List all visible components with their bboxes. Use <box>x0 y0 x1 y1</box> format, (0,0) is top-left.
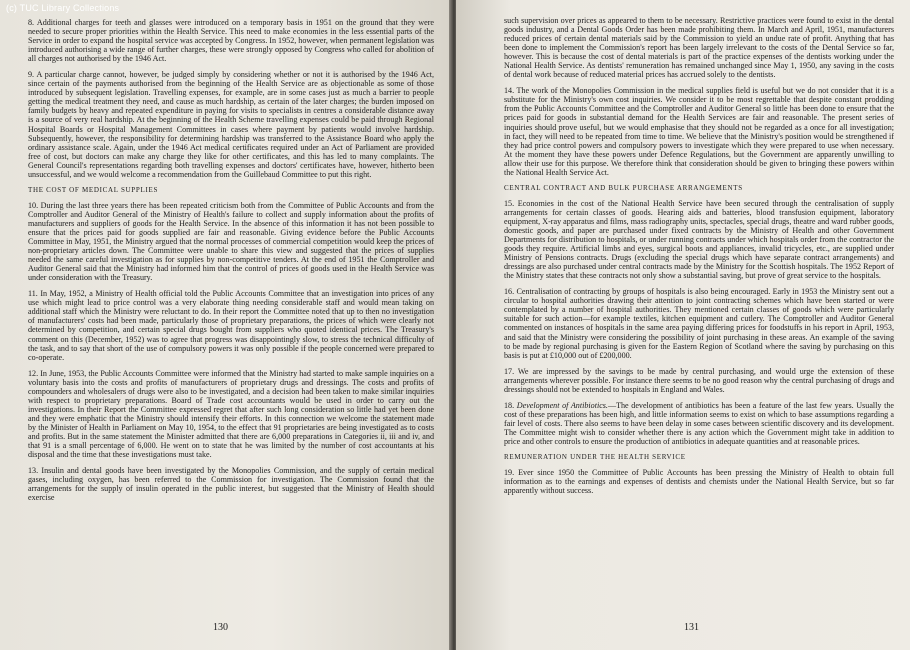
paragraph-16: 16. Centralisation of contracting by groups of hospitals is also being encouraged. Early in 1953 the Ministry sent out a circular to hospital authorities drawing their attention to joint contracting schemes which have been started or were contemplated by a number of hospital authorities. They mentioned certain classes of goods which were particularly suitable for such action—for example textiles, kitchen equipment and cutlery. The Comptroller and Auditor General commented on instances of hospitals in the same area paying differing prices for foodstuffs in his report in April, 1953, and said that the Ministry were considering the possibility of joint purchasing in these areas. An example of the saving to be made by regional purchasing is given for the Eastern Region of Scotland where the saving by purchasing on this basis is put at £10,000 out of £200,000. <box>504 287 894 360</box>
paragraph-18-body: —The development of antibiotics has been a feature of the last few years. Usually the cost of these preparations has been high, and little information seems to exist on which to base assumptions regarding a fair level of costs. There also seems to have been delay in some cases between scientific discovery and its development. The Committee might wish to consider whether there is any action which the Government might take in addition to price and other controls to ensure the production of antibiotics in adequate quantities and at reasonable prices. <box>504 400 894 446</box>
section-heading-remuneration: REMUNERATION UNDER THE HEALTH SERVICE <box>504 453 686 462</box>
paragraph-13-continued: such supervision over prices as appeared to them to be necessary. Restrictive practices were found to exist in the dental goods industry, and a Dental Goods Order has been made prohibiting them. In March and April, 1951, manufacturers reduced prices of certain dental materials said by the Commission to yield an undue rate of profit. Anything that has been done to implement the Commission's report has been largely irrelevant to the costs of the Dental Service so far, however. This is because the cost of dental materials is part of the practice expenses of the dentists working under the National Health Service. As dentists' remuneration has remained unchanged since May 1, 1950, any saving in the costs of dental work because of reduced material prices has accrued solely to the dentists. <box>504 16 894 80</box>
paragraph-12: 12. In June, 1953, the Public Accounts Committee were informed that the Ministry had started to make sample inquiries on a voluntary basis into the costs and profits of manufacturers of proprietary drugs and dressings. The costs and profits of compounders and wholesalers of drugs were also to be investigated, and a decision had been taken to make similar inquiries with respect to proprietary preparations. Board of Trade cost accountants would be used in order to carry out the investigations. In their Report the Committee expressed regret that after such long consideration so little had yet been done and they were emphatic that the Ministry should intensify their efforts. In this connection we welcome the statement made by the Minister of Health in Parliament on May 10, 1954, to the effect that 91 proprietaries are being investigated as to costs and profits. But in the same statement the Minister admitted that there are 6,000 preparations in Categories ii, iii and iv, and that 91 is a small percentage of 6,000. He went on to state that he was limited by the number of cost accountants at his disposal and the time that these investigations must take. <box>28 368 434 460</box>
collection-watermark: (c) TUC Library Collections <box>6 3 120 13</box>
paragraph-15: 15. Economies in the cost of the National Health Service have been secured through the centralisation of supply arrangements for certain classes of goods. Hearing aids and batteries, blood transfusion equipment, laboratory equipment, X-ray apparatus and films, mass radiography units, spectacles, special drugs, theatre and ward rubber goods, domestic goods, and paper are purchased under fixed contracts by the Ministry of Health and other Government Departments for distribution to hospitals, or under running contracts under which hospitals order from the contractor the goods they require. Artificial limbs and eyes, surgical boots and appliances, invalid tricycles, etc., are supplied under Ministry of Pensions contracts. Drugs (excluding the special drugs which have separate contract arrangements) and dressings are also purchased under central contracts made by the Ministry for the Scottish hospitals. The 1952 Report of the Ministry states that these contracts not only show a substantial saving, but prove of great service to the hospitals. <box>504 198 894 281</box>
left-page <box>0 0 452 650</box>
section-heading-cost-of-medical-supplies: THE COST OF MEDICAL SUPPLIES <box>28 185 159 194</box>
paragraph-18-title: Development of Antibiotics. <box>516 400 608 410</box>
paragraph-11: 11. In May, 1952, a Ministry of Health official told the Public Accounts Committee that an investigation into prices of any use which might lead to price control was a very elaborate thing needing considerable staff and would mean taking on additional staff which the Ministry were reluctant to do. In their report the Committee noted that up to then no investigation of manufacturers' costs had been made, particularly those of proprietary preparations, the prices of which were clearly not determined by competition, and certain special drugs bought from suppliers who quoted identical prices. The Treasury's comment on this (December, 1952) was to agree that progress was disappointingly slow, to stress the technical difficulty of the task, and to say that short of the use of compulsory powers it was only possible if the people concerned were prepared to co-operate. <box>28 289 434 362</box>
paragraph-14: 14. The work of the Monopolies Commission in the medical supplies field is useful but we do not consider that it is a substitute for the Ministry's own cost inquiries. We consider it to be most regrettable that despite constant prodding from the Public Accounts Committee and the Comptroller and Auditor General so little has been done to ensure that the prices paid for goods in substantial demand for the Health Services are fair and reasonable. The present series of inquiries should prove useful, but we would emphasise that they should not be regarded as a once for all investigation; in fact, they will need to be repeated from time to time. We believe that the Ministry's position would be strengthened if they had price control powers and compulsory powers to investigate which they were prepared to use when necessary. At the moment they have these powers under Defence Regulations, but the Government are apparently unwilling to allow their use for this purpose. We therefore think that consideration should be given to bringing these powers within the National Health Service Act. <box>504 86 894 177</box>
page-number-left: 130 <box>213 621 228 633</box>
paragraph-9: 9. A particular charge cannot, however, be judged simply by considering whether or not it is authorised by the 1946 Act, since certain of the payments authorised from the beginning of the Health Service are as objectionable as some of those introduced by subsequent legislation. Travelling expenses, for example, are in some cases just as much a barrier to people getting the medical treatment they need, and cause as much hardship, as certain of the later charges; the burden imposed on family budgets by heavy and repeated expenditure in paying for visits to specialists in centres a considerable distance away is a source of very real hardship. At the beginning of the Health Scheme travelling expenses could be paid through Regional Hospital Boards or Hospital Management Committees in cases where payment by patients would involve hardship. Subsequently, however, the responsibility for determining hardship was transferred to the Assistance Board who apply the ordinary assistance scale. Again, under the 1946 Act medical certificates required under an Act of Parliament are provided free of cost, but doctors can make any charge they like for other certificates, and this has led to many complaints. The General Council's representations regarding both travelling expenses and doctors' certificates have, however, hitherto been unsuccessful, and we would welcome a recommendation from the Guillebaud Committee to put this right. <box>28 70 434 179</box>
right-page <box>456 0 910 650</box>
paragraph-18-number: 18. <box>504 400 515 410</box>
paragraph-18 <box>504 401 894 446</box>
paragraph-17: 17. We are impressed by the savings to be made by central purchasing, and would urge the extension of these arrangements wherever possible. For instance there seems to be no good reason why the central purchasing of drugs and dressings should not be extended to hospitals in England and Wales. <box>504 366 894 394</box>
paragraph-10: 10. During the last three years there has been repeated criticism both from the Committee of Public Accounts and from the Comptroller and Auditor General of the Ministry of Health's failure to collect and supply information about the profits of manufacturers and suppliers of goods for the Health Service. In the absence of this information it has not been possible to ensure that the prices paid for goods supplied are fair and reasonable. Giving evidence before the Public Accounts Committee in May, 1951, the Ministry argued that the normal processes of commercial competition would keep the prices of non-proprietary articles down. The Committee were unable to share this view and suggested that the prices of supplies needed the same careful investigation as for supplies by non-competitive tenders. At the end of 1951 the Comptroller and Auditor General said that the Ministry had informed him that the control of prices of goods used in the Health Service was under consideration with the Treasury. <box>28 200 434 283</box>
paragraph-8: 8. Additional charges for teeth and glasses were introduced on a temporary basis in 1951 on the ground that they were needed to secure proper priorities within the Health Service. This need to make economies in the less essential parts of the Service in order to expand the hospital service was accepted by Congress. In 1952, however, when permanent legislation was introduced authorising a wide range of further charges, these were strongly opposed by Congress who called for abolition of all charges not authorised by the 1946 Act. <box>28 18 434 64</box>
page-number-right: 131 <box>684 621 699 633</box>
section-heading-central-contract: CENTRAL CONTRACT AND BULK PURCHASE ARRANGEMENTS <box>504 183 743 192</box>
paragraph-19: 19. Ever since 1950 the Committee of Public Accounts has been pressing the Ministry of Health to obtain full information as to the earnings and expenses of dentists and chemists under the National Health Service, but so far apparently without success. <box>504 468 894 496</box>
paragraph-13: 13. Insulin and dental goods have been investigated by the Monopolies Commission, and the supply of certain medical gases, including oxygen, has been referred to the Commission for investigation. The Commission found that the arrangements for the supply of insulin operated in the public interest, but suggested that the Ministry of Health should exercise <box>28 466 434 503</box>
